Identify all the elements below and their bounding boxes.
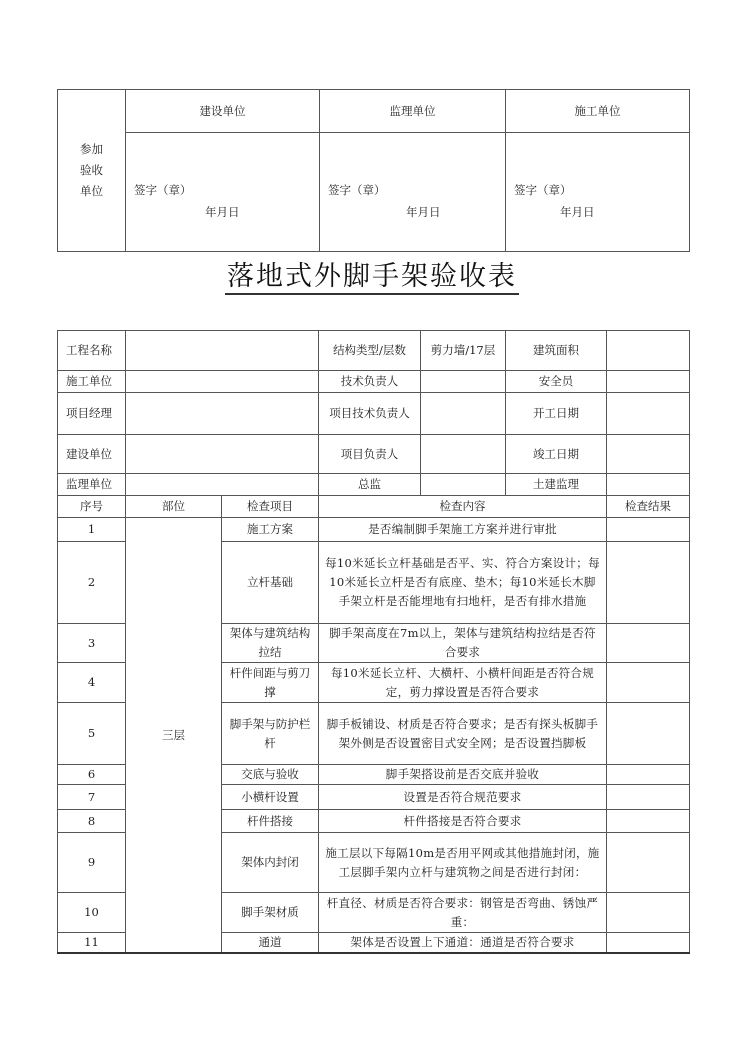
completion-label: 竣工日期 xyxy=(506,435,607,474)
sign-date: 年月日 xyxy=(560,205,595,219)
check-content: 杆直径、材质是否符合要求：钢管是否弯曲、锈蚀严重： xyxy=(319,893,607,933)
start-date-field[interactable] xyxy=(607,393,690,435)
info-row xyxy=(58,393,690,435)
page-title xyxy=(0,258,744,296)
header-content: 检查内容 xyxy=(319,496,607,518)
safety-field[interactable] xyxy=(607,371,690,393)
row-number: 6 xyxy=(58,765,126,785)
check-item: 小横杆设置 xyxy=(222,785,319,810)
sign-label: 签字（章） xyxy=(328,183,386,197)
signoff-cell-contractor[interactable] xyxy=(506,133,690,252)
check-item: 通道 xyxy=(222,933,319,954)
row-number: 7 xyxy=(58,785,126,810)
chief-field[interactable] xyxy=(421,474,506,496)
part-cell: 三层 xyxy=(126,518,222,954)
check-result-field[interactable] xyxy=(607,663,690,703)
tech-lead-label: 技术负责人 xyxy=(319,371,421,393)
check-result-field[interactable] xyxy=(607,833,690,893)
checklist-row xyxy=(58,518,690,542)
signoff-row-label: 参加 验收 单位 xyxy=(58,90,126,252)
row-number: 1 xyxy=(58,518,126,542)
info-row xyxy=(58,435,690,474)
signoff-cell-supervisor[interactable] xyxy=(320,133,506,252)
row-number: 9 xyxy=(58,833,126,893)
check-content: 每10米延长立杆基础是否平、实、符合方案设计；每10米延长立杆是否有底座、垫木；每10米延长木脚手架立杆是否能埋地有扫地杆，是否有排水措施 xyxy=(319,542,607,624)
project-name-label: 工程名称 xyxy=(58,331,126,371)
info-row xyxy=(58,474,690,496)
area-field[interactable] xyxy=(607,331,690,371)
check-result-field[interactable] xyxy=(607,542,690,624)
chief-label: 总监 xyxy=(319,474,421,496)
pm-field[interactable] xyxy=(126,393,319,435)
row-number: 5 xyxy=(58,703,126,765)
info-row xyxy=(58,371,690,393)
owner-label: 建设单位 xyxy=(58,435,126,474)
check-content: 脚手架高度在7m以上，架体与建筑结构拉结是否符合要求 xyxy=(319,624,607,663)
header-item: 检查项目 xyxy=(222,496,319,518)
row-number: 2 xyxy=(58,542,126,624)
acceptance-table xyxy=(57,330,690,954)
check-content: 脚手板铺设、材质是否符合要求；是否有探头板脚手架外侧是否设置密目式安全网；是否设置挡脚板 xyxy=(319,703,607,765)
check-item: 施工方案 xyxy=(222,518,319,542)
check-content: 施工层以下每隔10m是否用平网或其他措施封闭，施工层脚手架内立杆与建筑物之间是否进行封闭： xyxy=(319,833,607,893)
owner-field[interactable] xyxy=(126,435,319,474)
pm-label: 项目经理 xyxy=(58,393,126,435)
row-number: 8 xyxy=(58,810,126,833)
check-result-field[interactable] xyxy=(607,765,690,785)
area-label: 建筑面积 xyxy=(506,331,607,371)
tech-lead-field[interactable] xyxy=(421,371,506,393)
check-content: 杆件搭接是否符合要求 xyxy=(319,810,607,833)
sign-label: 签字（章） xyxy=(134,183,192,197)
check-item: 脚手架材质 xyxy=(222,893,319,933)
check-result-field[interactable] xyxy=(607,933,690,954)
contractor-field[interactable] xyxy=(126,371,319,393)
signoff-unit-header: 施工单位 xyxy=(506,90,690,133)
signoff-unit-header: 监理单位 xyxy=(320,90,506,133)
civil-label: 土建监理 xyxy=(506,474,607,496)
check-content: 架体是否设置上下通道：通道是否符合要求 xyxy=(319,933,607,954)
header-no: 序号 xyxy=(58,496,126,518)
safety-label: 安全员 xyxy=(506,371,607,393)
check-content: 脚手架搭设前是否交底并验收 xyxy=(319,765,607,785)
check-result-field[interactable] xyxy=(607,893,690,933)
signoff-table xyxy=(57,89,690,252)
sign-label: 签字（章） xyxy=(514,183,572,197)
start-date-label: 开工日期 xyxy=(506,393,607,435)
check-result-field[interactable] xyxy=(607,810,690,833)
header-result: 检查结果 xyxy=(607,496,690,518)
check-result-field[interactable] xyxy=(607,703,690,765)
check-item: 架体与建筑结构拉结 xyxy=(222,624,319,663)
page-title-text: 落地式外脚手架验收表 xyxy=(225,261,519,295)
check-item: 架体内封闭 xyxy=(222,833,319,893)
check-item: 交底与验收 xyxy=(222,765,319,785)
check-item: 杆件搭接 xyxy=(222,810,319,833)
check-item: 立杆基础 xyxy=(222,542,319,624)
sign-date: 年月日 xyxy=(205,205,240,219)
check-content: 每10米延长立杆、大横杆、小横杆间距是否符合规定，剪力撑设置是否符合要求 xyxy=(319,663,607,703)
sign-date: 年月日 xyxy=(406,205,441,219)
row-number: 4 xyxy=(58,663,126,703)
row-number: 10 xyxy=(58,893,126,933)
row-number: 11 xyxy=(58,933,126,954)
check-item: 脚手架与防护栏杆 xyxy=(222,703,319,765)
header-part: 部位 xyxy=(126,496,222,518)
row-number: 3 xyxy=(58,624,126,663)
check-result-field[interactable] xyxy=(607,785,690,810)
check-result-field[interactable] xyxy=(607,624,690,663)
info-row xyxy=(58,331,690,371)
completion-field[interactable] xyxy=(607,435,690,474)
check-content: 设置是否符合规范要求 xyxy=(319,785,607,810)
signoff-unit-header: 建设单位 xyxy=(126,90,320,133)
structure-field[interactable]: 剪力墙/17层 xyxy=(421,331,506,371)
project-tech-lead-field[interactable] xyxy=(421,393,506,435)
checklist-header-row xyxy=(58,496,690,518)
supervisor-field[interactable] xyxy=(126,474,319,496)
civil-field[interactable] xyxy=(607,474,690,496)
check-result-field[interactable] xyxy=(607,518,690,542)
signoff-cell-owner[interactable] xyxy=(126,133,320,252)
project-tech-lead-label: 项目技术负责人 xyxy=(319,393,421,435)
check-content: 是否编制脚手架施工方案并进行审批 xyxy=(319,518,607,542)
check-item: 杆件间距与剪刀撑 xyxy=(222,663,319,703)
project-name-field[interactable] xyxy=(126,331,319,371)
project-lead-label: 项目负责人 xyxy=(319,435,421,474)
contractor-label: 施工单位 xyxy=(58,371,126,393)
structure-label: 结构类型/层数 xyxy=(319,331,421,371)
supervisor-label: 监理单位 xyxy=(58,474,126,496)
project-lead-field[interactable] xyxy=(421,435,506,474)
